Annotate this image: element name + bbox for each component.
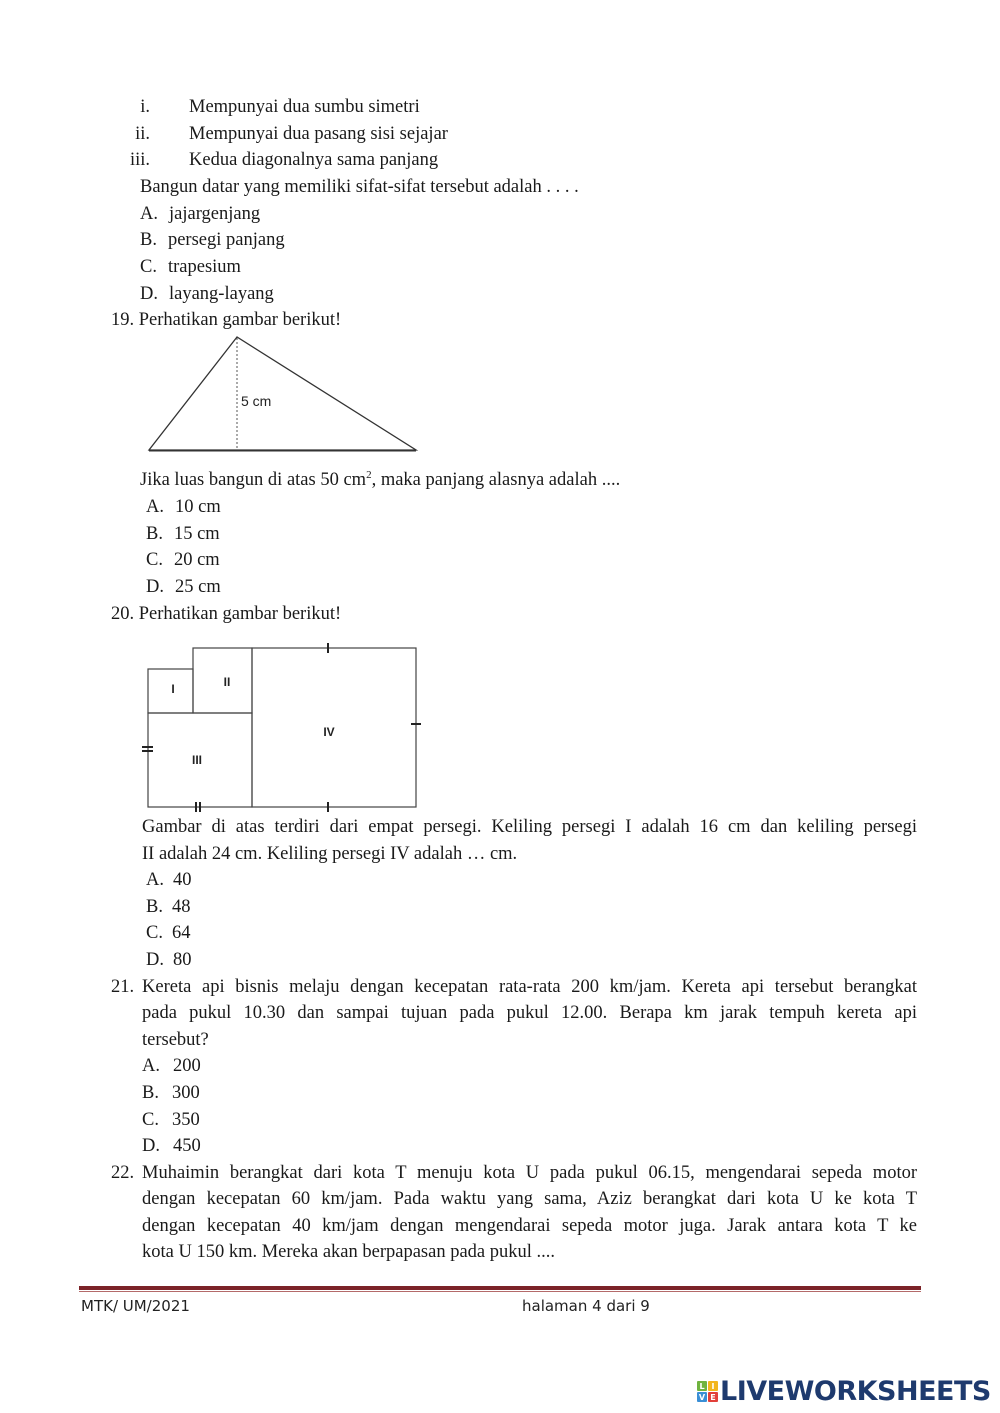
q21-option-d[interactable]: D. 450 <box>142 1136 201 1156</box>
q19-prompt: 19. Perhatikan gambar berikut! <box>111 310 342 330</box>
footer-doc-code: MTK/ UM/2021 <box>81 1297 190 1315</box>
q20-option-a[interactable]: A. 40 <box>146 870 192 890</box>
q20-option-c[interactable]: C. 64 <box>146 923 191 943</box>
q18-option-a[interactable]: A. jajargenjang <box>140 204 261 224</box>
q22-line-1: Muhaimin berangkat dari kota T menuju kota U pada pukul 06.15, mengendarai sepeda motor <box>142 1163 917 1183</box>
q19-triangle-figure <box>140 330 430 460</box>
triangle-shape <box>149 337 416 450</box>
q20-text-line-2: II adalah 24 cm. Keliling persegi IV adalah … cm. <box>142 844 518 864</box>
q19-option-a[interactable]: A. 10 cm <box>146 497 221 517</box>
footer-rule-thick <box>79 1286 921 1290</box>
q20-option-b[interactable]: B. 48 <box>146 897 191 917</box>
label-iv: IV <box>323 725 335 739</box>
logo-icon <box>697 1381 718 1402</box>
q22-line-2: dengan kecepatan 60 km/jam. Pada waktu yang sama, Aziz berangkat dari kota U ke kota T <box>142 1189 917 1209</box>
q19-option-b[interactable]: B. 15 cm <box>146 524 220 544</box>
q20-prompt: 20. Perhatikan gambar berikut! <box>111 604 342 624</box>
q18-question: Bangun datar yang memiliki sifat-sifat tersebut adalah . . . . <box>140 177 579 197</box>
q19-number: 19. <box>111 310 135 330</box>
q18-option-c[interactable]: C. trapesium <box>140 257 241 277</box>
label-iii: III <box>191 753 203 767</box>
q20-option-d[interactable]: D. 80 <box>146 950 192 970</box>
liveworksheets-logo[interactable] <box>697 1378 991 1405</box>
q19-option-d[interactable]: D. 25 cm <box>146 577 221 597</box>
q19-height-label: 5 cm <box>241 393 272 409</box>
q20-number: 20. <box>111 604 135 624</box>
logo-text: LIVEWORKSHEETS <box>720 1376 991 1407</box>
q21-option-b[interactable]: B. 300 <box>142 1083 200 1103</box>
logo-cell-i: I <box>708 1381 718 1391</box>
q19-option-c[interactable]: C. 20 cm <box>146 550 220 570</box>
q20-squares-figure <box>135 638 430 818</box>
square-ii <box>193 648 252 713</box>
q21-option-c[interactable]: C. 350 <box>142 1110 200 1130</box>
footer-page-number: halaman 4 dari 9 <box>522 1297 650 1315</box>
label-ii: II <box>223 675 231 689</box>
q22-line-3: dengan kecepatan 40 km/jam dengan mengendarai sepeda motor juga. Jarak antara kota T ke <box>142 1216 917 1236</box>
logo-cell-v: V <box>698 1392 706 1402</box>
q20-text-line-1: Gambar di atas terdiri dari empat persegi. Keliling persegi I adalah 16 cm dan keliling persegi <box>142 817 917 837</box>
q22-number: 22. <box>111 1163 135 1183</box>
footer-rule-thin <box>79 1291 921 1292</box>
label-i: I <box>171 682 175 696</box>
q21-line-3: tersebut? <box>142 1030 209 1050</box>
q18-option-d[interactable]: D. layang-layang <box>140 284 274 304</box>
logo-cell-e: E <box>708 1392 718 1402</box>
q21-option-a[interactable]: A. 200 <box>142 1056 201 1076</box>
q22-line-4: kota U 150 km. Mereka akan berpapasan pada pukul .... <box>142 1242 556 1262</box>
logo-cell-l: L <box>697 1381 707 1391</box>
q21-number: 21. <box>111 977 135 997</box>
q19-question: Jika luas bangun di atas 50 $cm^2$, maka panjang alasnya adalah .... <box>140 469 621 490</box>
q18-option-b[interactable]: B. persegi panjang <box>140 230 285 250</box>
q21-line-2: pada pukul 10.30 dan sampai tujuan pada pukul 12.00. Berapa km jarak tempuh kereta api <box>142 1003 917 1023</box>
q21-line-1: Kereta api bisnis melaju dengan kecepatan rata-rata 200 km/jam. Kereta api tersebut berangkat <box>142 977 917 997</box>
